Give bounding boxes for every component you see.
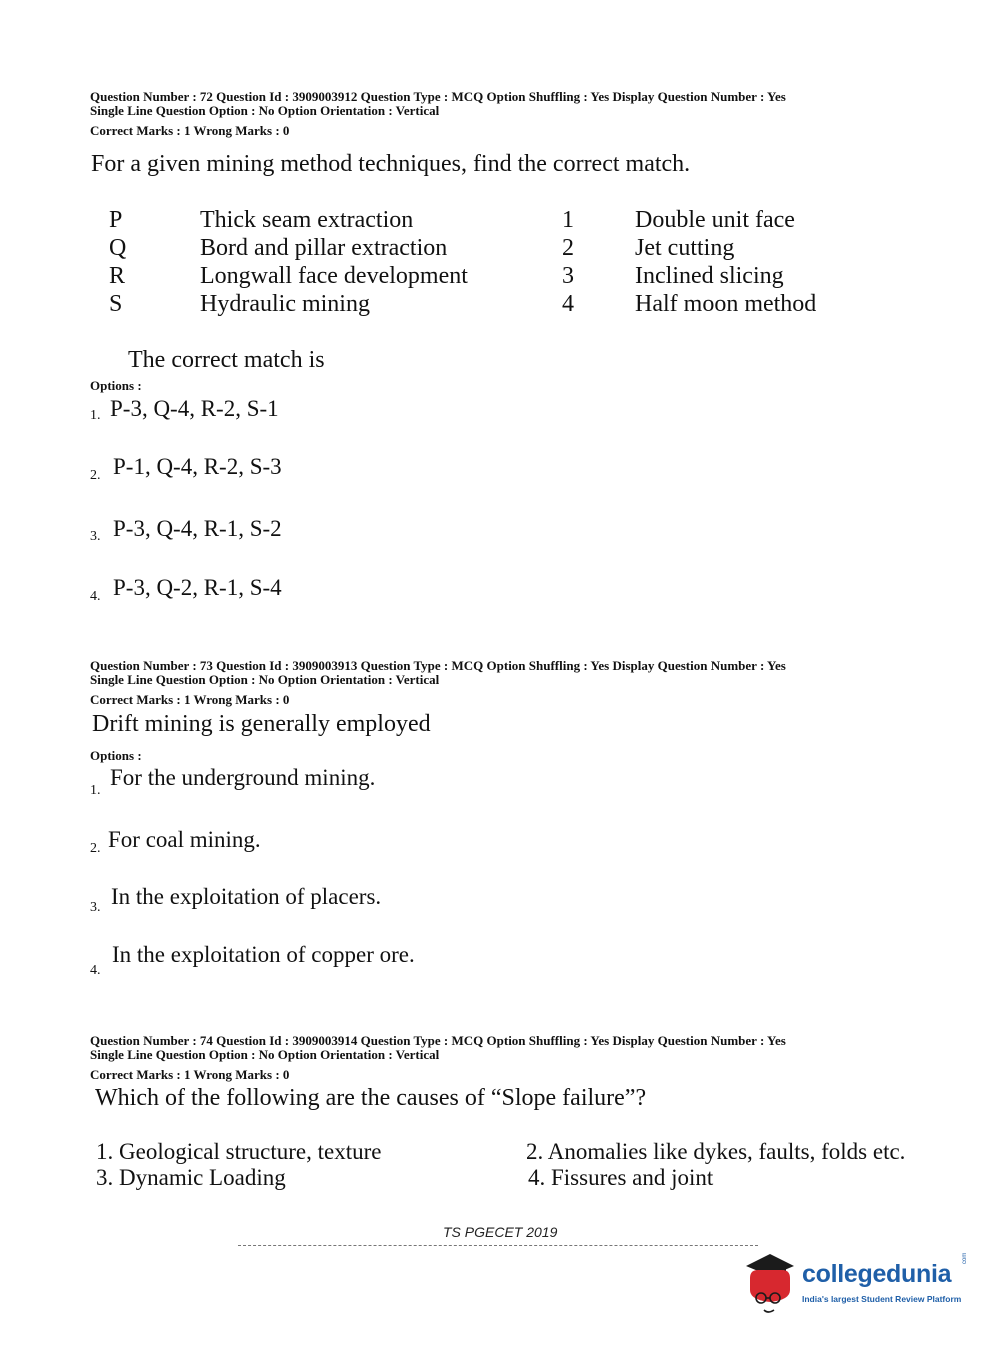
match-item-left: Hydraulic mining (200, 291, 370, 317)
match-item-left: Longwall face development (200, 263, 468, 289)
brand-tagline: India's largest Student Review Platform (802, 1294, 962, 1304)
match-key-4: 4 (562, 291, 574, 317)
question-meta-options: Single Line Question Option : No Option Orientation : Vertical (90, 1047, 440, 1062)
options-label: Options : (90, 748, 142, 763)
cause-item: 2. Anomalies like dykes, faults, folds etc. (526, 1139, 906, 1164)
question-meta: Question Number : 74 Question Id : 3909003914 Question Type : MCQ Option Shuffling : Yes Display Question Number : Yes (90, 1033, 786, 1048)
match-key-p: P (109, 207, 123, 233)
option-text: In the exploitation of placers. (111, 884, 382, 909)
question-text: Drift mining is generally employed (92, 711, 431, 737)
match-key-2: 2 (562, 235, 574, 261)
brand-name: collegedunia (802, 1260, 952, 1288)
option-number: 2. (90, 468, 101, 483)
option-number: 4. (90, 589, 101, 604)
option-number: 3. (90, 900, 101, 915)
options-label: Options : (90, 378, 142, 393)
option-text: For the underground mining. (110, 765, 376, 790)
graduate-mascot-icon (740, 1248, 800, 1316)
question-meta-options: Single Line Question Option : No Option Orientation : Vertical (90, 672, 440, 687)
match-item-right: Jet cutting (635, 235, 735, 261)
option-text: In the exploitation of copper ore. (112, 942, 415, 967)
question-subtext: The correct match is (128, 347, 325, 373)
question-marks: Correct Marks : 1 Wrong Marks : 0 (90, 1067, 290, 1082)
question-text: Which of the following are the causes of “Slope failure”? (95, 1085, 647, 1111)
option-number: 1. (90, 783, 101, 798)
question-meta-options: Single Line Question Option : No Option Orientation : Vertical (90, 103, 440, 118)
footer-exam-title: TS PGECET 2019 (443, 1224, 558, 1240)
question-meta: Question Number : 73 Question Id : 3909003913 Question Type : MCQ Option Shuffling : Yes Display Question Number : Yes (90, 658, 786, 673)
question-meta: Question Number : 72 Question Id : 3909003912 Question Type : MCQ Option Shuffling : Yes Display Question Number : Yes (90, 89, 786, 104)
match-key-q: Q (109, 235, 127, 261)
match-key-1: 1 (562, 207, 574, 233)
option-text: P-3, Q-2, R-1, S-4 (113, 575, 282, 600)
collegedunia-logo (740, 1248, 970, 1318)
match-item-left: Thick seam extraction (200, 207, 414, 233)
option-number: 1. (90, 408, 101, 423)
question-marks: Correct Marks : 1 Wrong Marks : 0 (90, 123, 290, 138)
option-text: P-3, Q-4, R-1, S-2 (113, 516, 282, 541)
match-key-3: 3 (562, 263, 574, 289)
match-item-left: Bord and pillar extraction (200, 235, 448, 261)
option-number: 4. (90, 963, 101, 978)
question-marks: Correct Marks : 1 Wrong Marks : 0 (90, 692, 290, 707)
cause-item: 4. Fissures and joint (528, 1165, 714, 1190)
option-text: P-3, Q-4, R-2, S-1 (110, 396, 279, 421)
match-key-r: R (109, 263, 126, 289)
option-number: 2. (90, 841, 101, 856)
question-text: For a given mining method techniques, find the correct match. (91, 151, 691, 177)
cause-item: 3. Dynamic Loading (96, 1165, 286, 1190)
match-key-s: S (109, 291, 123, 317)
option-text: P-1, Q-4, R-2, S-3 (113, 454, 282, 479)
option-text: For coal mining. (108, 827, 261, 852)
option-number: 3. (90, 529, 101, 544)
match-item-right: Double unit face (635, 207, 795, 233)
footer-divider (238, 1245, 758, 1246)
match-item-right: Inclined slicing (635, 263, 784, 289)
match-item-right: Half moon method (635, 291, 817, 317)
cause-item: 1. Geological structure, texture (96, 1139, 382, 1164)
brand-suffix: com (962, 1252, 968, 1264)
